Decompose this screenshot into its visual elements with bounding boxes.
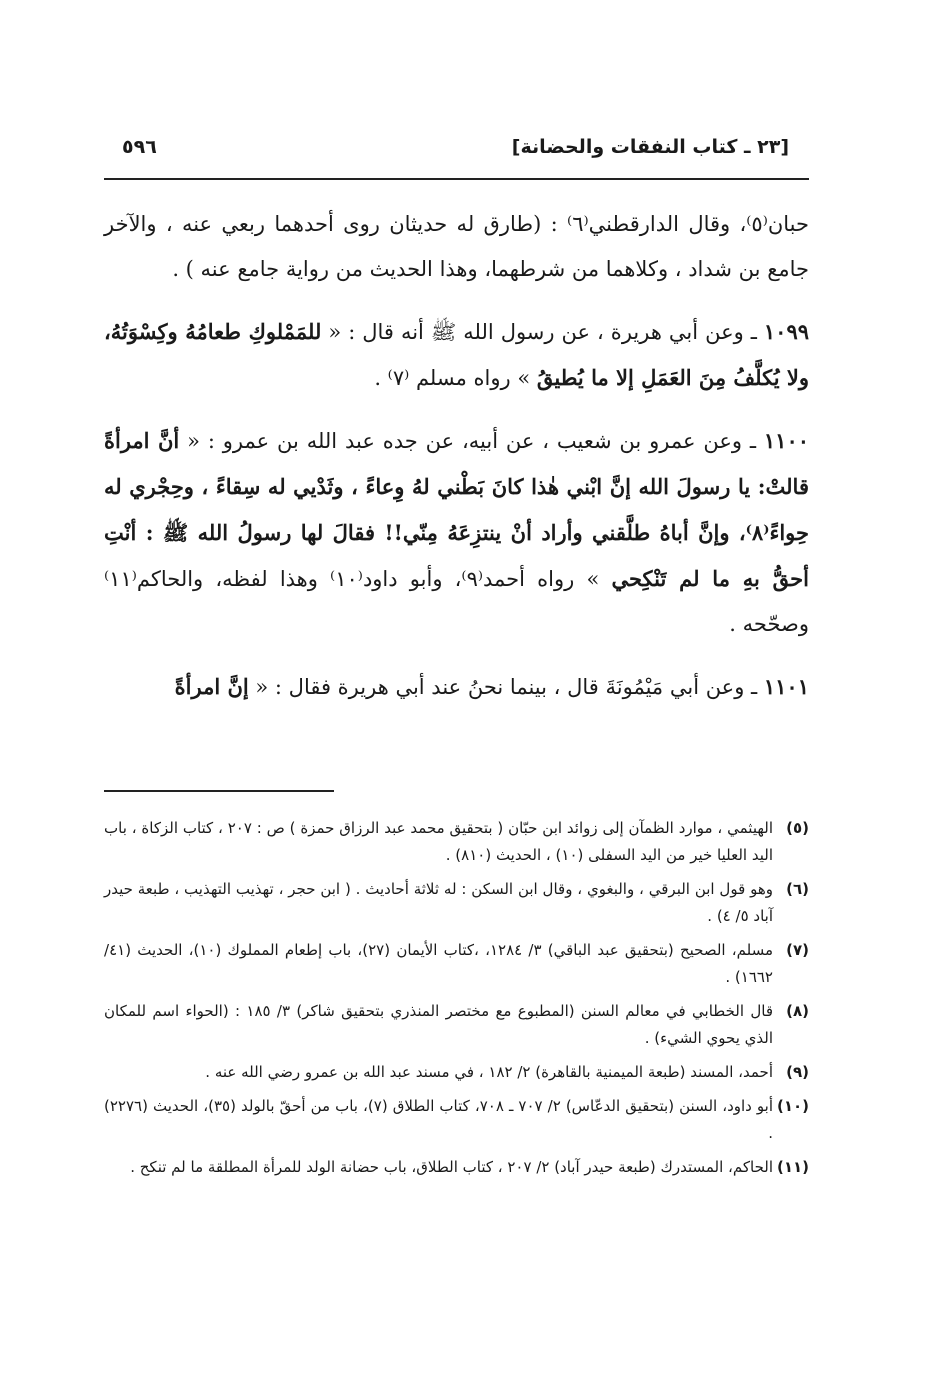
running-title: [٢٣ ـ كتاب النفقات والحضانة] [511,136,789,158]
hadith-number: ١١٠٠ [763,428,810,453]
footnote-text: الهيثمي ، موارد الظمآن إلى زوائد ابن حبّان ( بتحقيق محمد عبد الرزاق حمزة ) ص : ٢٠٧ ، كتاب الزكاة ، باب اليد العليا خير من اليد السفلى (١٠) ، الحديث (٨١٠) . [104,819,773,864]
footnote [104,815,809,869]
footnote-text: أبو داود، السنن (بتحقيق الدعّاس) ٢/ ٧٠٧ ـ ٧٠٨، كتاب الطلاق (٧)، باب من أحقّ بالولد (٣٥)، الحديث (٢٢٧٦) . [104,1097,774,1142]
hadith-1101 [104,664,809,710]
hadith-chain: ـ وعن أبي مَيْمُونَةَ قال ، بينما نحنُ عند أبي هريرة فقال : « [248,675,764,699]
footnote-number: (١٠) [776,1097,809,1115]
hadith-1100 [104,418,809,647]
footnote-number: (٩) [786,1063,809,1081]
footnotes [104,815,809,1188]
book-page [104,120,810,1176]
footnote-text: وهو قول ابن البرقي ، والبغوي ، وقال ابن السكن : له ثلاثة أحاديث . ( ابن حجر ، تهذيب التهذيب ، طبعة حيدر آباد ٥/ ٤) . [104,880,773,925]
footnote-number: (١١) [776,1158,809,1176]
hadith-1099 [104,309,809,401]
header-rule [104,178,809,180]
footnote [104,937,809,991]
footnote [104,1059,809,1086]
hadith-text: للمَمْلوكِ طعامُهُ وكِسْوَتُهُ، ولا يُكلَّفُ مِنَ العَمَلِ إلا ما يُطيقُ [104,319,809,390]
hadith-source: » رواه مسلم ⁽٧⁾ . [374,366,537,390]
hadith-chain: ـ وعن عمرو بن شعيب ، عن أبيه، عن جده عبد الله بن عمرو : « [179,429,764,453]
paragraph-continuation [104,202,809,292]
hadith-source: » رواه أحمد⁽٩⁾، وأبو داود⁽١٠⁾ وهذا لفظه، والحاكم⁽١١⁾ وصحّحه . [104,567,809,636]
hadith-number: ١١٠١ [763,674,809,699]
footnote [104,998,809,1052]
footnote-separator [104,790,334,792]
main-text [104,202,809,727]
footnote-number: (٦) [786,880,809,898]
paragraph-text: حبان⁽٥⁾، وقال الدارقطني⁽٦⁾ : (طارق له حديثان روى أحدهما ربعي عنه ، والآخر جامع بن شداد ، وكلاهما من شرطهما، وهذا الحديث من رواية جامع عنه ) . [104,212,809,281]
hadith-text: أنَّ امرأةً قالتْ: يا رسولَ الله إنَّ ابْني هٰذا كانَ بَطْني لهُ وِعاءً ، وثَدْيي له سِقاءً ، وحِجْري له حِواءً⁽٨⁾، وإنَّ أباهُ طلَّقني وأراد أنْ ينتزِعَهُ مِنّي!! فقالَ لها رسولُ الله ﷺ : أنْتِ أحقُّ بهِ ما لم تَنْكِحي [104,428,809,591]
footnote [104,1154,809,1181]
footnote [104,876,809,930]
footnote-number: (٥) [786,819,809,837]
page-header [104,120,809,172]
footnote-text: مسلم، الصحيح (بتحقيق عبد الباقي) ٣/ ١٢٨٤، ،كتاب الأيمان (٢٧)، باب إطعام المملوك (١٠)، الحديث (٤١/ ١٦٦٢) . [104,941,774,986]
footnote [104,1093,809,1147]
footnote-number: (٧) [786,941,809,959]
hadith-text: إنَّ امرأةً [174,674,249,699]
footnote-number: (٨) [786,1002,809,1020]
footnote-text: أحمد، المسند (طبعة الميمنية بالقاهرة) ٢/ ١٨٢ ، في مسند عبد الله بن عمرو رضي الله عنه . [205,1063,773,1081]
footnote-text: الحاكم، المستدرك (طبعة حيدر آباد) ٢/ ٢٠٧ ، كتاب الطلاق، باب حضانة الولد للمرأة المطلقة ما لم تنكح . [130,1158,773,1176]
hadith-number: ١٠٩٩ [763,319,810,344]
footnote-text: قال الخطابي في معالم السنن (المطبوع مع مختصر المنذري بتحقيق شاكر) ٣/ ١٨٥ : (الحواء اسم للمكان الذي يحوي الشيء) . [104,1002,773,1047]
hadith-chain: ـ وعن أبي هريرة ، عن رسول الله ﷺ أنه قال : « [321,320,764,344]
page-number: ٥٩٦ [122,136,157,158]
